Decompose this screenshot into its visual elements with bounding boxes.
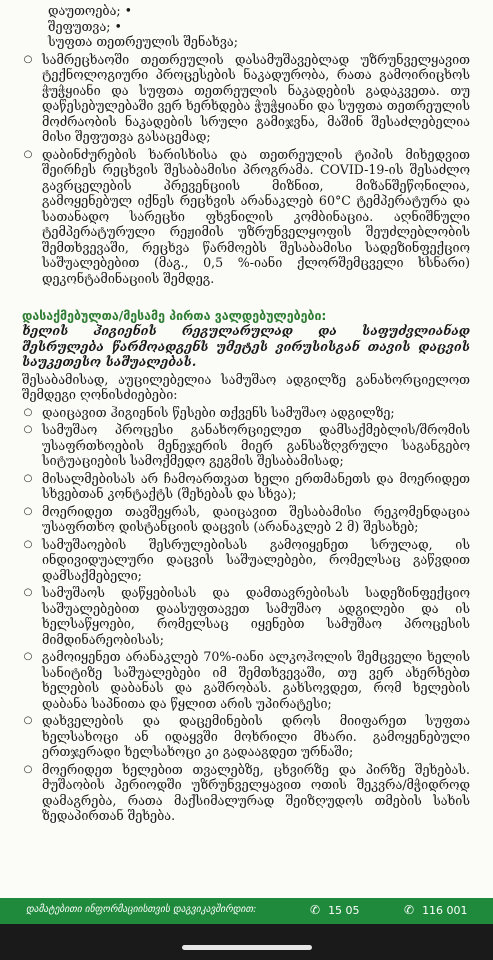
home-indicator[interactable] (182, 945, 312, 950)
list-item (22, 537, 470, 584)
bullet-icon: ○ (23, 53, 33, 65)
list-item-text: დახველების და დაცემინების დროს მიიფარეთ სუფთა ხელსახოცი ან იდაყვში მოხრილი მხარი. გამოყენებული ერთჯერადი ხელსახოცი კი გადააგდეთ ურნაში; (42, 713, 470, 759)
phone-number: 15 05 (328, 904, 360, 917)
bullet-icon: ○ (23, 406, 33, 418)
list-item-text: გამოიყენეთ არანაკლებ 70%-იანი ალკოჰოლის შემცველი ხელის სანიტიზე საშუალებები იმ შემთხვევაში, თუ ვერ ახერხებთ ხელების დაბანას და გაშრობას. გახსოვდეთ, რომ ხელების დაბანა საპნითა და წყლით არის უპირატესი; (42, 649, 470, 711)
list-item (22, 52, 470, 145)
bullet-icon: ○ (23, 505, 33, 517)
list-line: შეფუთვა; • (48, 18, 122, 34)
list-line: სუფთა თეთრეულის შენახვა; (48, 34, 238, 49)
hotline-116001[interactable] (404, 903, 468, 917)
list-line: დაუთოება; • (48, 3, 133, 18)
list-item (22, 585, 470, 647)
bullet-icon: ○ (23, 715, 33, 726)
list-item (22, 405, 470, 421)
list-item-text: დაიცავით ჰიგიენის წესები თქვენს სამუშაო ადგილზე; (42, 404, 395, 420)
section-intro: შესაბამისად, აუცილებელია სამუშაო ადგილზე განახორციელოთ შემდეგი ღონისძიებები: (22, 371, 470, 402)
section-subtitle: ხელის ჰიგიენის რეგულარულად და საფუძვლიანად შესრულება წარმოადგენს უმეტეს ვირუსისგან თავის დაცვის საუკეთესო საშუალებას. (22, 323, 470, 369)
list-item-text: სამუშაოს დაწყებისას და დამთავრებისას სადეზინფექციო საშუალებებით დაასუფთავეთ სამუშაო ადგილები და ის ხელსაწყოები, რომელსაც იყენებთ სამუშაო პროცესის მიმდინარეობისას; (42, 585, 470, 647)
list-item (22, 422, 470, 469)
bullet-icon: ○ (23, 763, 33, 775)
list-item-text: სამუშაოების შესრულებისას გამოიყენეთ სრულად, ის ინდივიდუალური დაცვის საშუალებები, რომელსაც გაწვდით დამსაქმებელი; (42, 536, 470, 583)
list-item (22, 713, 470, 760)
list-item (22, 504, 470, 535)
list-item (22, 649, 470, 711)
bullet-icon: ○ (23, 472, 33, 484)
bullet-icon: ○ (23, 587, 33, 598)
list-item (22, 762, 470, 824)
list-item-text: მოერიდეთ ხელებით თვალებზე, ცხვირზე და პირზე შეხებას. მუშაობის პერიოდში უზრუნველყავით ოთის შეკვრა/მჭიდროდ დამაგრება, რათა მაქსიმალურად შეიზღუდოს თმების სახის ზედაპირთან შეხება. (42, 761, 470, 823)
phone-icon: ✆ (404, 903, 415, 917)
hotline-1505[interactable] (310, 903, 360, 917)
list-item-text: დაბინძურების ხარისხისა და თეთრეულის ტიპის მიხედვით შეირჩეს რეცხვის შესაბამისი პროგრამა. COVID-19-ის შესაძლო გავრცელების პრევენციის მიზნით, მიზანშეწონილია, გამოყენებულ იქნეს რეცხვის არანაკლებ 60°C ტემპერატურა და სათანადო სარეცხი ფხვნილის კომბინაცია. აღნიშნული ტემპერატურული რეჟიმის უზრუნველყოფის შეუძლებლობის შემთხვევაში, რეცხვა წარმოებს შესაბამისი სადეზინფექციო საშუალებებით (მაგ., 0,5 %-იანი ქლორშემცველი ხსნარი) დეკონტამინაციის შემდეგ. (42, 146, 470, 286)
list-item (22, 147, 470, 287)
document-content (22, 0, 470, 824)
contact-footer (0, 898, 493, 924)
phone-icon: ✆ (310, 903, 321, 917)
phone-number: 116 001 (422, 904, 468, 917)
list-item-text: სამუშაო პროცესი განახორციელეთ დამსაქმებლის/შრომის უსაფრთხოების მენეჯერის მიერ განსაზღვრული საგანგებო სიტუაციების სამოქმედო გეგმის შესაბამისად; (42, 422, 470, 468)
bullet-icon: ○ (23, 651, 33, 662)
list-item (22, 471, 470, 502)
bullet-icon: ○ (23, 538, 33, 550)
list-item-text: მისალმებისას არ ჩამოართვათ ხელი ერთმანეთს და მოერიდეთ სხვებთან კონტაქტს (შეხებას და სხვა); (42, 470, 470, 501)
section-title: დასაქმებულთა/მესამე პირთა ვალდებულებები: (22, 308, 327, 323)
list-item-text: სამრეცხაოში თეთრეულის დასამუშავებლად უზრუნველყავით ტექნოლოგიური პროცესების ნაკადურობა, რათა გამოირიცხოს ჭუჭყიანი და სუფთა თეთრეულის ნაკადების გადაკვეთა. თუ დაწესებულებაში ვერ ხერხდება ჭუჭყიანი და სუფთა თეთრეულის მოძრაობის ნაკადების სრული გამიჯვნა, მაშინ შესაძლებელია მისი შეფუთვა გასაცემად; (42, 51, 470, 144)
list-item-text: მოერიდეთ თავშეყრას, დაიცავით შესაბამისი რეკომენდაცია უსაფრთხო დისტანციის დაცვის (არანაკლებ 2 მ) შესახებ; (42, 503, 470, 534)
footer-label: დამატებითი ინფორმაციისთვის დაგვიკავშირდით: (26, 904, 257, 915)
bullet-icon: ○ (23, 424, 33, 435)
bullet-icon: ○ (23, 148, 33, 160)
